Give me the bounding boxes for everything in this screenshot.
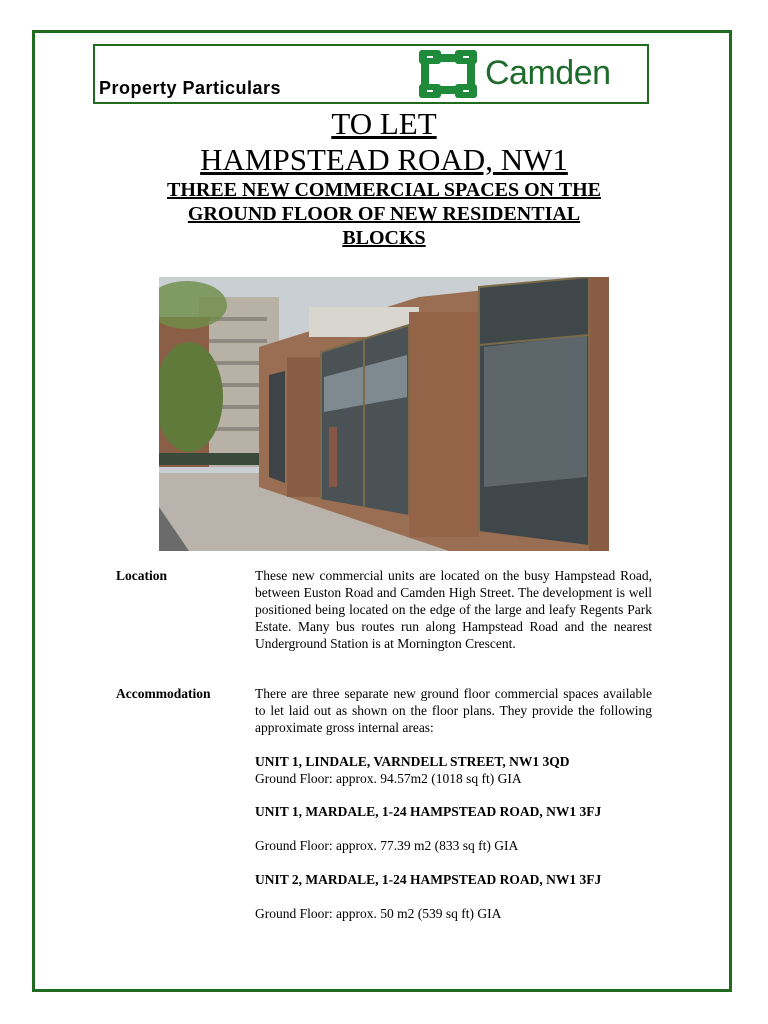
camden-logo [417, 48, 647, 100]
unit-2-mardale-area: Ground Floor: approx. 50 m2 (539 sq ft) GIA [255, 906, 502, 921]
unit-1-lindale-area: Ground Floor: approx. 94.57m2 (1018 sq ft) GIA [255, 771, 522, 786]
camden-logo-mark-icon [417, 48, 479, 100]
unit-1-mardale-title: UNIT 1, MARDALE, 1-24 HAMPSTEAD ROAD, NW1 3FJ [255, 804, 602, 819]
subtitle-line-3: BLOCKS [342, 227, 426, 249]
location-text: These new commercial units are located on the busy Hampstead Road, between Euston Road and Camden High Street. The development is well positioned being located on the edge of the large and leafy Regents Park Estate. Many bus routes run along Hampstead Road and the nearest Underground Station is at Mornington Crescent. [255, 568, 652, 651]
accommodation-label: Accommodation [116, 686, 211, 701]
unit-1-lindale-title: UNIT 1, LINDALE, VARNDELL STREET, NW1 3QD [255, 754, 570, 769]
logo-wordmark: Camden [485, 54, 611, 92]
subtitle-line-1: THREE NEW COMMERCIAL SPACES ON THE [167, 179, 601, 201]
accommodation-text: There are three separate new ground floor commercial spaces available to let laid out as shown on the floor plans. They provide the following approximate gross internal areas: [255, 686, 652, 735]
title-to-let: TO LET [331, 106, 437, 141]
header-label: Property Particulars [99, 78, 282, 98]
unit-2-mardale-title: UNIT 2, MARDALE, 1-24 HAMPSTEAD ROAD, NW1 3FJ [255, 872, 602, 887]
title-address: HAMPSTEAD ROAD, NW1 [200, 142, 568, 177]
location-label: Location [116, 568, 168, 583]
subtitle-line-2: GROUND FLOOR OF NEW RESIDENTIAL [187, 203, 581, 225]
subtitle [60, 178, 708, 250]
unit-1-mardale-area: Ground Floor: approx. 77.39 m2 (833 sq ft) GIA [255, 838, 519, 853]
header-box [93, 44, 649, 104]
property-photo [159, 277, 609, 551]
